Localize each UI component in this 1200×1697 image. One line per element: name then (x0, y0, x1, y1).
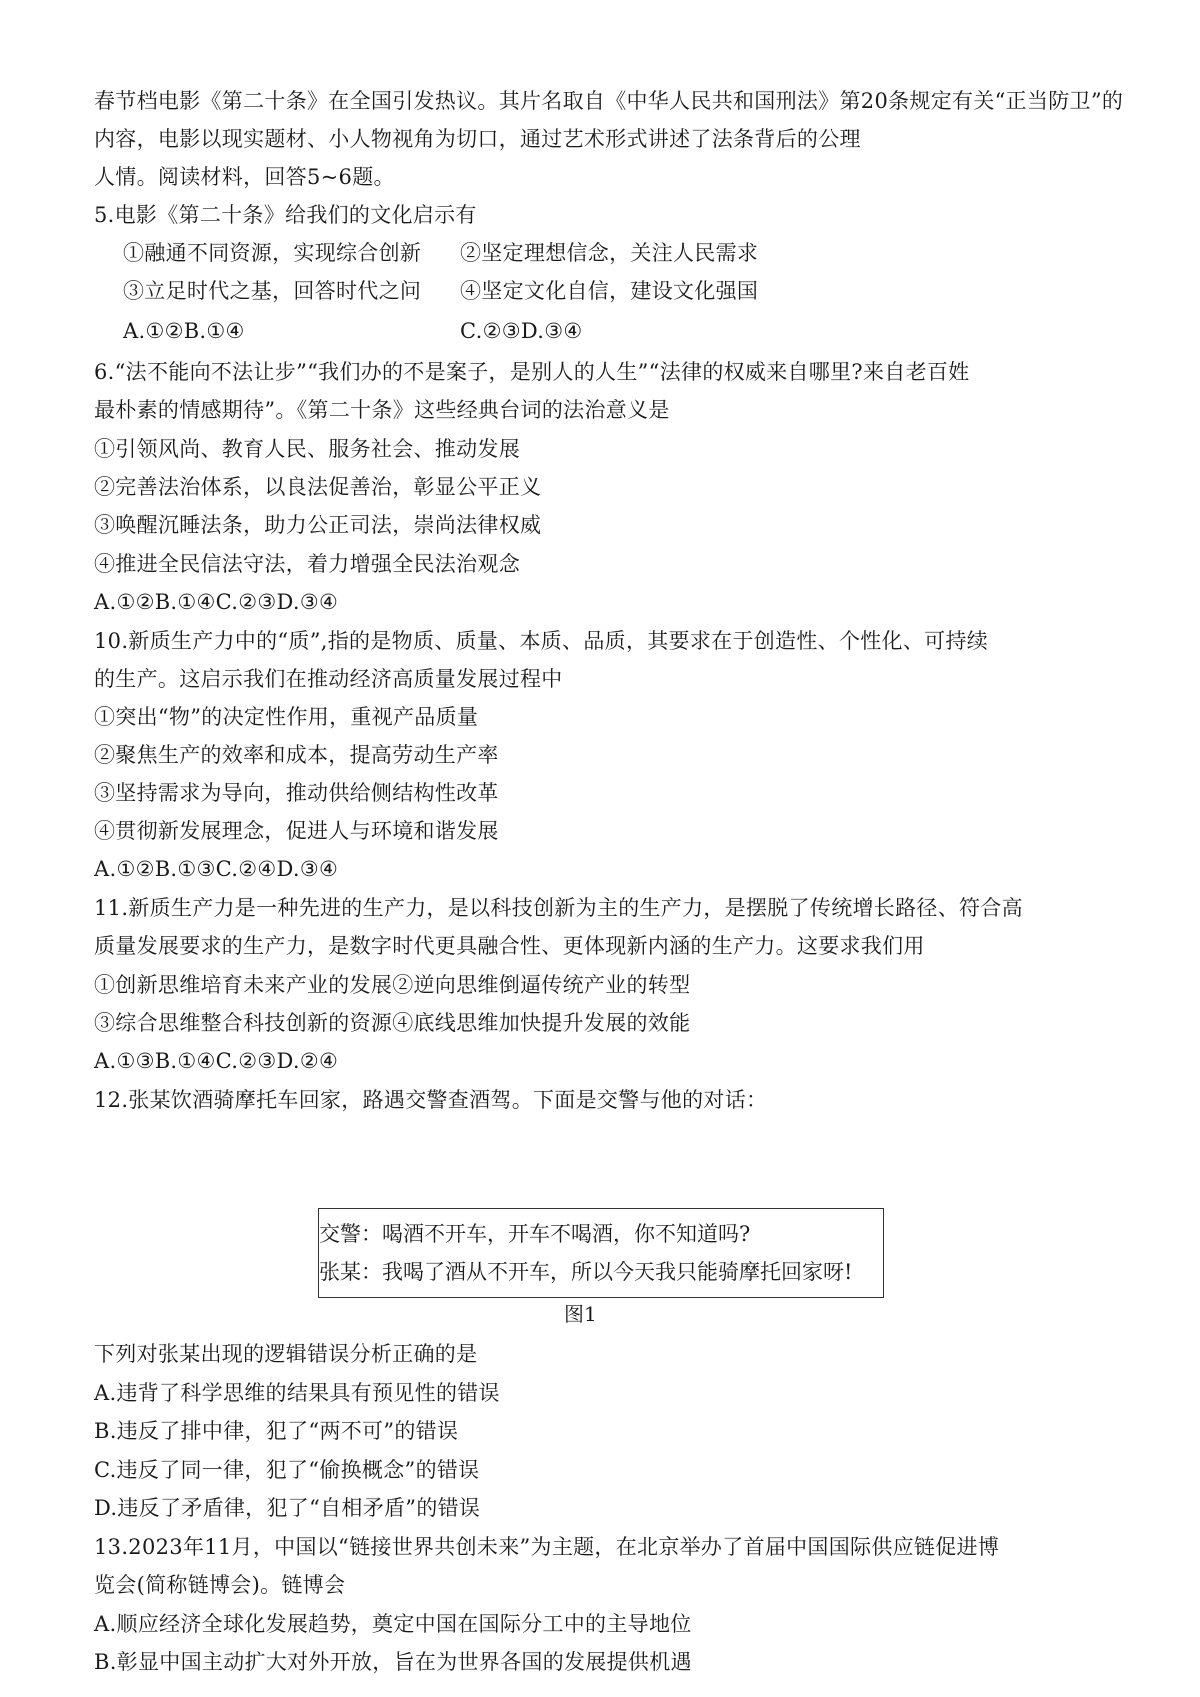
q6-option-2: ②完善法治体系，以良法促善治，彰显公平正义 (94, 475, 542, 499)
q12-option-d: D.违反了矛盾律，犯了“自相矛盾”的错误 (94, 1496, 481, 1520)
q11-options-34: ③综合思维整合科技创新的资源④底线思维加快提升发展的效能 (94, 1011, 691, 1035)
q5-option-4: ④坚定文化自信，建设文化强国 (460, 279, 759, 303)
q11-choices: A.①③B.①④C.②③D.②④ (94, 1049, 339, 1073)
q10-stem-1: 10.新质生产力中的“质”,指的是物质、质量、本质、品质，其要求在于创造性、个性化、可持续 (94, 629, 989, 653)
q5-option-2: ②坚定理想信念，关注人民需求 (460, 241, 759, 265)
figure-caption: 图1 (564, 1302, 597, 1326)
q6-option-3: ③唤醒沉睡法条，助力公正司法，崇尚法律权威 (94, 513, 542, 537)
q13-option-b: B.彰显中国主动扩大对外开放，旨在为世界各国的发展提供机遇 (94, 1650, 692, 1674)
q6-choices: A.①②B.①④C.②③D.③④ (94, 590, 339, 614)
q5-option-1: ①融通不同资源，实现综合创新 (123, 241, 422, 265)
q10-option-2: ②聚焦生产的效率和成本，提高劳动生产率 (94, 743, 499, 767)
dialog-box (318, 1208, 884, 1298)
q5-stem: 5.电影《第二十条》给我们的文化启示有 (94, 203, 477, 227)
q6-option-4: ④推进全民信法守法，着力增强全民法治观念 (94, 552, 520, 576)
q12-option-c: C.违反了同一律，犯了“偷换概念”的错误 (94, 1458, 480, 1482)
q12-option-a: A.违背了科学思维的结果具有预见性的错误 (94, 1381, 500, 1405)
q10-option-1: ①突出“物”的决定性作用，重视产品质量 (94, 705, 479, 729)
intro-line-3: 人情。阅读材料，回答5~6题。 (94, 165, 395, 189)
q12-stem: 12.张某饮酒骑摩托车回家，路遇交警查酒驾。下面是交警与他的对话： (94, 1088, 768, 1112)
q6-stem-2: 最朴素的情感期待”。《第二十条》这些经典台词的法治意义是 (94, 398, 670, 422)
dialog-line-police: 交警：喝酒不开车，开车不喝酒，你不知道吗? (319, 1222, 751, 1246)
q12-option-b: B.违反了排中律，犯了“两不可”的错误 (94, 1419, 459, 1443)
q13-stem-2: 览会(简称链博会)。链博会 (94, 1573, 346, 1597)
q11-options-12: ①创新思维培育未来产业的发展②逆向思维倒逼传统产业的转型 (94, 973, 691, 997)
q10-stem-2: 的生产。这启示我们在推动经济高质量发展过程中 (94, 667, 563, 691)
q5-choices-ab: A.①②B.①④ (123, 319, 245, 343)
q13-option-a: A.顺应经济全球化发展趋势，奠定中国在国际分工中的主导地位 (94, 1612, 692, 1636)
q11-stem-1: 11.新质生产力是一种先进的生产力，是以科技创新为主的生产力，是摆脱了传统增长路径、符合高 (94, 896, 1023, 920)
intro-line-2: 内容，电影以现实题材、小人物视角为切口，通过艺术形式讲述了法条背后的公理 (94, 127, 861, 151)
q5-choices-cd: C.②③D.③④ (460, 319, 583, 343)
intro-line-1: 春节档电影《第二十条》在全国引发热议。其片名取自《中华人民共和国刑法》第20条规定有关“正当防卫”的 (94, 89, 1124, 113)
q5-option-3: ③立足时代之基，回答时代之问 (123, 279, 422, 303)
dialog-line-zhang: 张某：我喝了酒从不开车，所以今天我只能骑摩托回家呀! (319, 1260, 853, 1284)
q6-option-1: ①引领风尚、教育人民、服务社会、推动发展 (94, 437, 520, 461)
q11-stem-2: 质量发展要求的生产力，是数字时代更具融合性、更体现新内涵的生产力。这要求我们用 (94, 934, 925, 958)
q10-option-4: ④贯彻新发展理念，促进人与环境和谐发展 (94, 819, 499, 843)
q13-stem-1: 13.2023年11月，中国以“链接世界共创未来”为主题，在北京举办了首届中国国际供应链促进博 (94, 1535, 1000, 1559)
q10-choices: A.①②B.①③C.②④D.③④ (94, 857, 339, 881)
q6-stem-1: 6.“法不能向不法让步”“我们办的不是案子，是别人的人生”“法律的权威来自哪里?来自老百姓 (94, 360, 970, 384)
q10-option-3: ③坚持需求为导向，推动供给侧结构性改革 (94, 781, 499, 805)
q12-question: 下列对张某出现的逻辑错误分析正确的是 (94, 1342, 478, 1366)
